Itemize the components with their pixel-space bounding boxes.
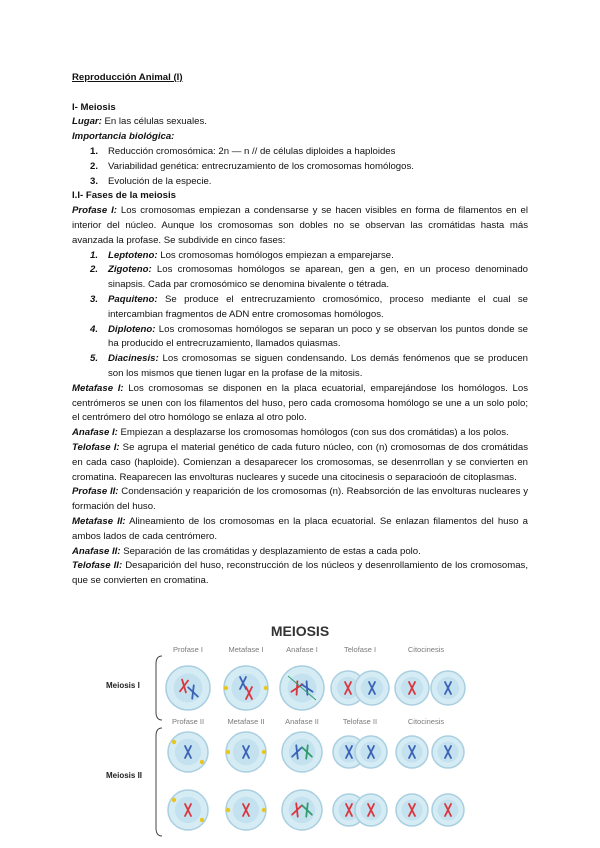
list-item-number: 2. [90, 264, 99, 276]
metafase2-text: Alineamiento de los cromosomas en la placa ecuatorial. Se enlazan filamentos del huso a ambos lados de cada centrómero. [72, 515, 528, 542]
meiosis-2-stage-label-5: Citocinesis [407, 717, 445, 726]
meiosis-1-stage-label-5: Citocinesis [407, 645, 445, 654]
spindle-pole-icon [226, 750, 230, 754]
profase2-paragraph [72, 485, 528, 515]
telofase1-paragraph [72, 441, 528, 485]
spindle-pole-icon [200, 760, 204, 764]
list-item-text: Evolución de la especie. [108, 175, 212, 187]
metafase2-label: Metafase II: [72, 515, 126, 527]
subfase-label: Diacinesis: [108, 353, 159, 365]
list-item-text: Variabilidad genética: entrecruzamiento de los cromosomas homólogos. [108, 160, 414, 172]
meiosis-diagram [100, 620, 500, 842]
list-item-number: 4. [90, 323, 99, 335]
telofase2-label: Telofase II: [72, 560, 123, 572]
row-bracket-2 [156, 728, 162, 836]
row-label-meiosis-1: Meiosis I [106, 681, 140, 690]
telofase1-text: Se agrupa el material genético de cada futuro núcleo, con (n) cromosomas de dos cromátidas en cada caso (haploide). Comienzan a desaparecer los cromosomas, se desenrrollan y se convierten en cromatina. Reaparecen las envolturas nucleares y sucede una citocinesis o separacioón de citoplasmas. [72, 441, 529, 483]
lugar-paragraph [72, 115, 528, 130]
spindle-pole-icon [226, 808, 230, 812]
subfase-text: Los cromosomas homólogos empiezan a emparejarse. [157, 249, 394, 261]
telofase2-text: Desaparición del huso, reconstrucción de los núcleos y desenrollamiento de los cromosomas, que se convierten en cromatina. [72, 560, 529, 587]
list-item-number: 1. [90, 249, 99, 261]
profase1-text: Los cromosomas empiezan a condensarse y se hacen visibles en forma de filamentos en el interior del núcleo. Aunque los cromosomas son dobles no se observan las cromátidas hasta más avanzada la profase. Se subdivide en cinco fases: [72, 205, 528, 246]
meiosis-2-stage-label-1: Profase II [171, 717, 205, 726]
list-item-number: 1. [90, 145, 99, 157]
meiosis-1-stage-label-2: Metafase I [228, 645, 264, 654]
list-item-text: Reducción cromosómica: 2n — n // de células diploides a haploides [108, 145, 396, 157]
spindle-pole-icon [172, 798, 176, 802]
profase1-paragraph [72, 204, 528, 248]
anafase2-text: Separación de las cromátidas y desplazamiento de estas a cada polo. [120, 545, 421, 557]
importancia-list [72, 145, 528, 189]
list-item-number: 3. [90, 175, 99, 187]
list-item [72, 352, 528, 382]
profase1-label: Profase I: [72, 205, 117, 217]
list-item [72, 263, 528, 293]
list-item-number: 3. [90, 293, 99, 305]
spindle-pole-icon [262, 750, 266, 754]
metafase1-text: Los cromosomas se disponen en la placa ecuatorial, emparejándose los homólogos. Los centrómeros se unen con los filamentos del huso, pero cada cromosoma homólogo se une a un solo polo; el centrómero del otro homólogo se enlaza al otro polo. [72, 382, 528, 424]
section-heading-fases: I.I- Fases de la meiosis [72, 190, 176, 202]
subfase-label: Leptoteno: [108, 249, 158, 261]
meiosis-2-stage-label-3: Anafase II [285, 717, 319, 726]
subfase-label: Diploteno: [108, 323, 156, 335]
list-item [72, 293, 528, 323]
subfase-label: Paquiteno: [108, 293, 158, 305]
subfase-text: Los cromosomas homólogos se separan un poco y se observan los puntos donde se ha producido el entrecruzamiento, llamados quiasmas. [108, 323, 528, 350]
list-item [72, 323, 528, 353]
anafase2-label: Anafase II: [72, 545, 121, 557]
list-item [72, 160, 528, 175]
figure-title: MEIOSIS [270, 623, 330, 639]
cell-anafase-2-nucleus [289, 739, 315, 765]
metafase2-paragraph [72, 515, 528, 545]
spindle-pole-icon [172, 740, 176, 744]
telofase1-label: Telofase I: [72, 441, 120, 453]
metafase1-label: Metafase I: [72, 382, 124, 394]
spindle-pole-icon [224, 686, 228, 690]
telofase2-paragraph [72, 559, 528, 589]
subfase-text: Los cromosomas se siguen condensando. Los demás fenómenos que se producen son los mismos que tienen lugar en la profase de la mitosis. [108, 353, 528, 379]
document-body [72, 71, 528, 589]
importancia-heading: Importancia biológica: [72, 131, 175, 143]
lugar-text: En las células sexuales. [101, 116, 207, 128]
anafase1-text: Empiezan a desplazarse los cromosomas homólogos (con sus dos cromátidas) a los polos. [117, 427, 509, 439]
anafase1-label: Anafase I: [72, 427, 118, 439]
section-heading-meiosis: I- Meiosis [72, 101, 116, 113]
subfase-label: Zigoteno: [108, 264, 152, 276]
meiosis-figure [100, 620, 500, 842]
profase2-text: Condensación y reaparición de los cromosomas (n). Reabsorción de las envolturas nucleares y formación del huso. [72, 486, 528, 513]
document-title: Reproducción Animal (I) [72, 72, 183, 83]
meiosis-2-stage-label-2: Metafase II [227, 717, 265, 726]
anafase1-paragraph [72, 426, 528, 441]
spindle-pole-icon [264, 686, 268, 690]
list-item [72, 145, 528, 160]
row-bracket-1 [156, 656, 162, 720]
row-label-meiosis-2: Meiosis II [106, 771, 143, 780]
list-item [72, 175, 528, 190]
list-item-number: 2. [90, 160, 99, 172]
anafase2-paragraph [72, 545, 528, 560]
meiosis-1-stage-label-1: Profase I [172, 645, 204, 654]
profase2-label: Profase II: [72, 486, 119, 498]
metafase1-paragraph [72, 382, 528, 426]
subfase-text: Los cromosomas homólogos se aparean, gen a gen, en un proceso denominado sinapsis. Cada par cromosómico se denomina bivalente o tétrada. [108, 264, 528, 291]
spindle-pole-icon [262, 808, 266, 812]
lugar-label: Lugar: [72, 116, 102, 128]
cell-anafase-2-nucleus [289, 797, 315, 823]
meiosis-2-stage-label-4: Telofase II [342, 717, 378, 726]
list-item-number: 5. [90, 353, 99, 365]
spindle-pole-icon [200, 818, 204, 822]
meiosis-1-stage-label-3: Anafase I [286, 645, 318, 654]
subfases-list [72, 249, 528, 382]
meiosis-1-stage-label-4: Telofase I [343, 645, 377, 654]
subfase-text: Se produce el entrecruzamiento cromosómico, proceso mediante el cual se intercambian fragmentos de ADN entre cromosomas homólogos. [108, 293, 528, 320]
list-item [72, 249, 528, 264]
